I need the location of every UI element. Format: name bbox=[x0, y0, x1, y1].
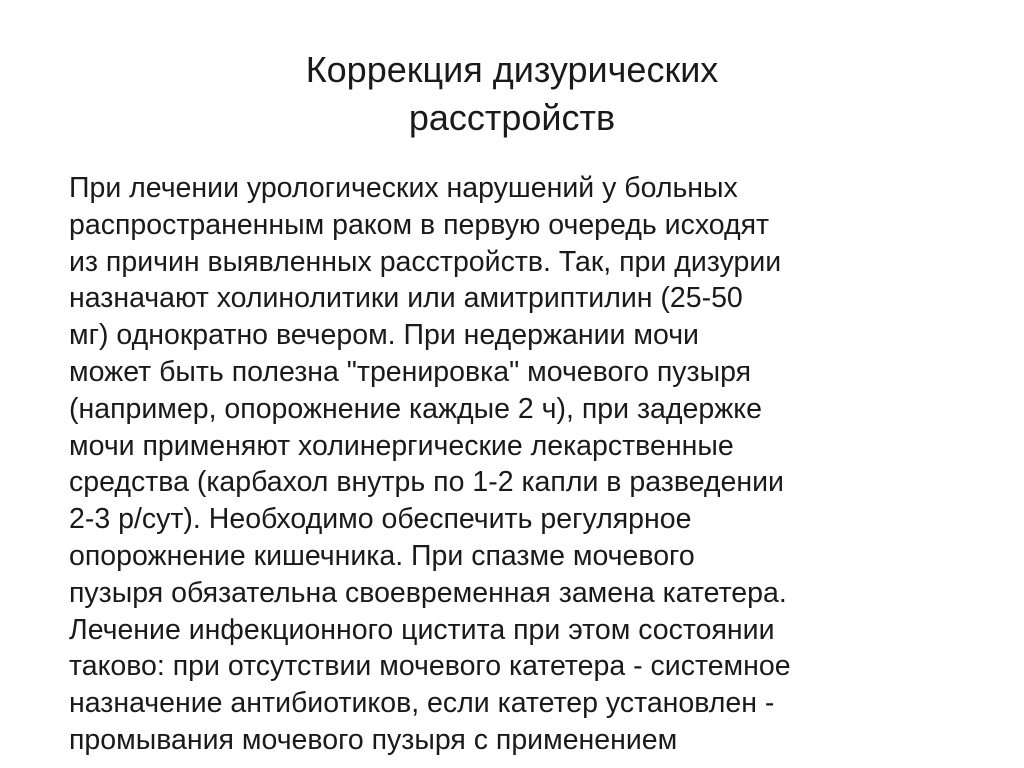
body-text-line: (например, опорожнение каждые 2 ч), при задержке bbox=[69, 392, 762, 425]
body-text-line: может быть полезна "тренировка" мочевого пузыря bbox=[69, 355, 752, 388]
body-text-line: При лечении урологических нарушений у больных bbox=[69, 172, 738, 204]
body-text-line: опорожнение кишечника. При спазме мочевого bbox=[69, 539, 695, 572]
body-text-line: мг) однократно вечером. При недержании мочи bbox=[69, 319, 699, 352]
body-text-line: средства (карбахол внутрь по 1-2 капли в разведении bbox=[69, 466, 784, 499]
slide-title-line: Коррекция дизурических bbox=[305, 49, 719, 90]
body-text-line: из причин выявленных расстройств. Так, при дизурии bbox=[69, 245, 782, 278]
body-text-line: промывания мочевого пузыря с применением bbox=[69, 723, 678, 756]
slide-title bbox=[200, 46, 824, 142]
body-text-line: распространенным раком в первую очередь исходят bbox=[69, 208, 770, 241]
body-text-line: Лечение инфекционного цистита при этом состоянии bbox=[69, 613, 775, 646]
body-text-line: 2-3 р/сут). Необходимо обеспечить регулярное bbox=[69, 503, 692, 536]
body-text-line: мочи применяют холинергические лекарственные bbox=[69, 429, 734, 462]
slide-title-line: расстройств bbox=[408, 97, 616, 138]
slide-body-text bbox=[69, 170, 969, 759]
body-text-line: назначают холинолитики или амитриптилин (25-50 bbox=[69, 282, 743, 315]
body-text-line: таково: при отсутствии мочевого катетера - системное bbox=[69, 650, 791, 683]
body-text-line: пузыря обязательна своевременная замена катетера. bbox=[69, 576, 787, 609]
body-text-line: назначение антибиотиков, если катетер установлен - bbox=[69, 687, 775, 720]
